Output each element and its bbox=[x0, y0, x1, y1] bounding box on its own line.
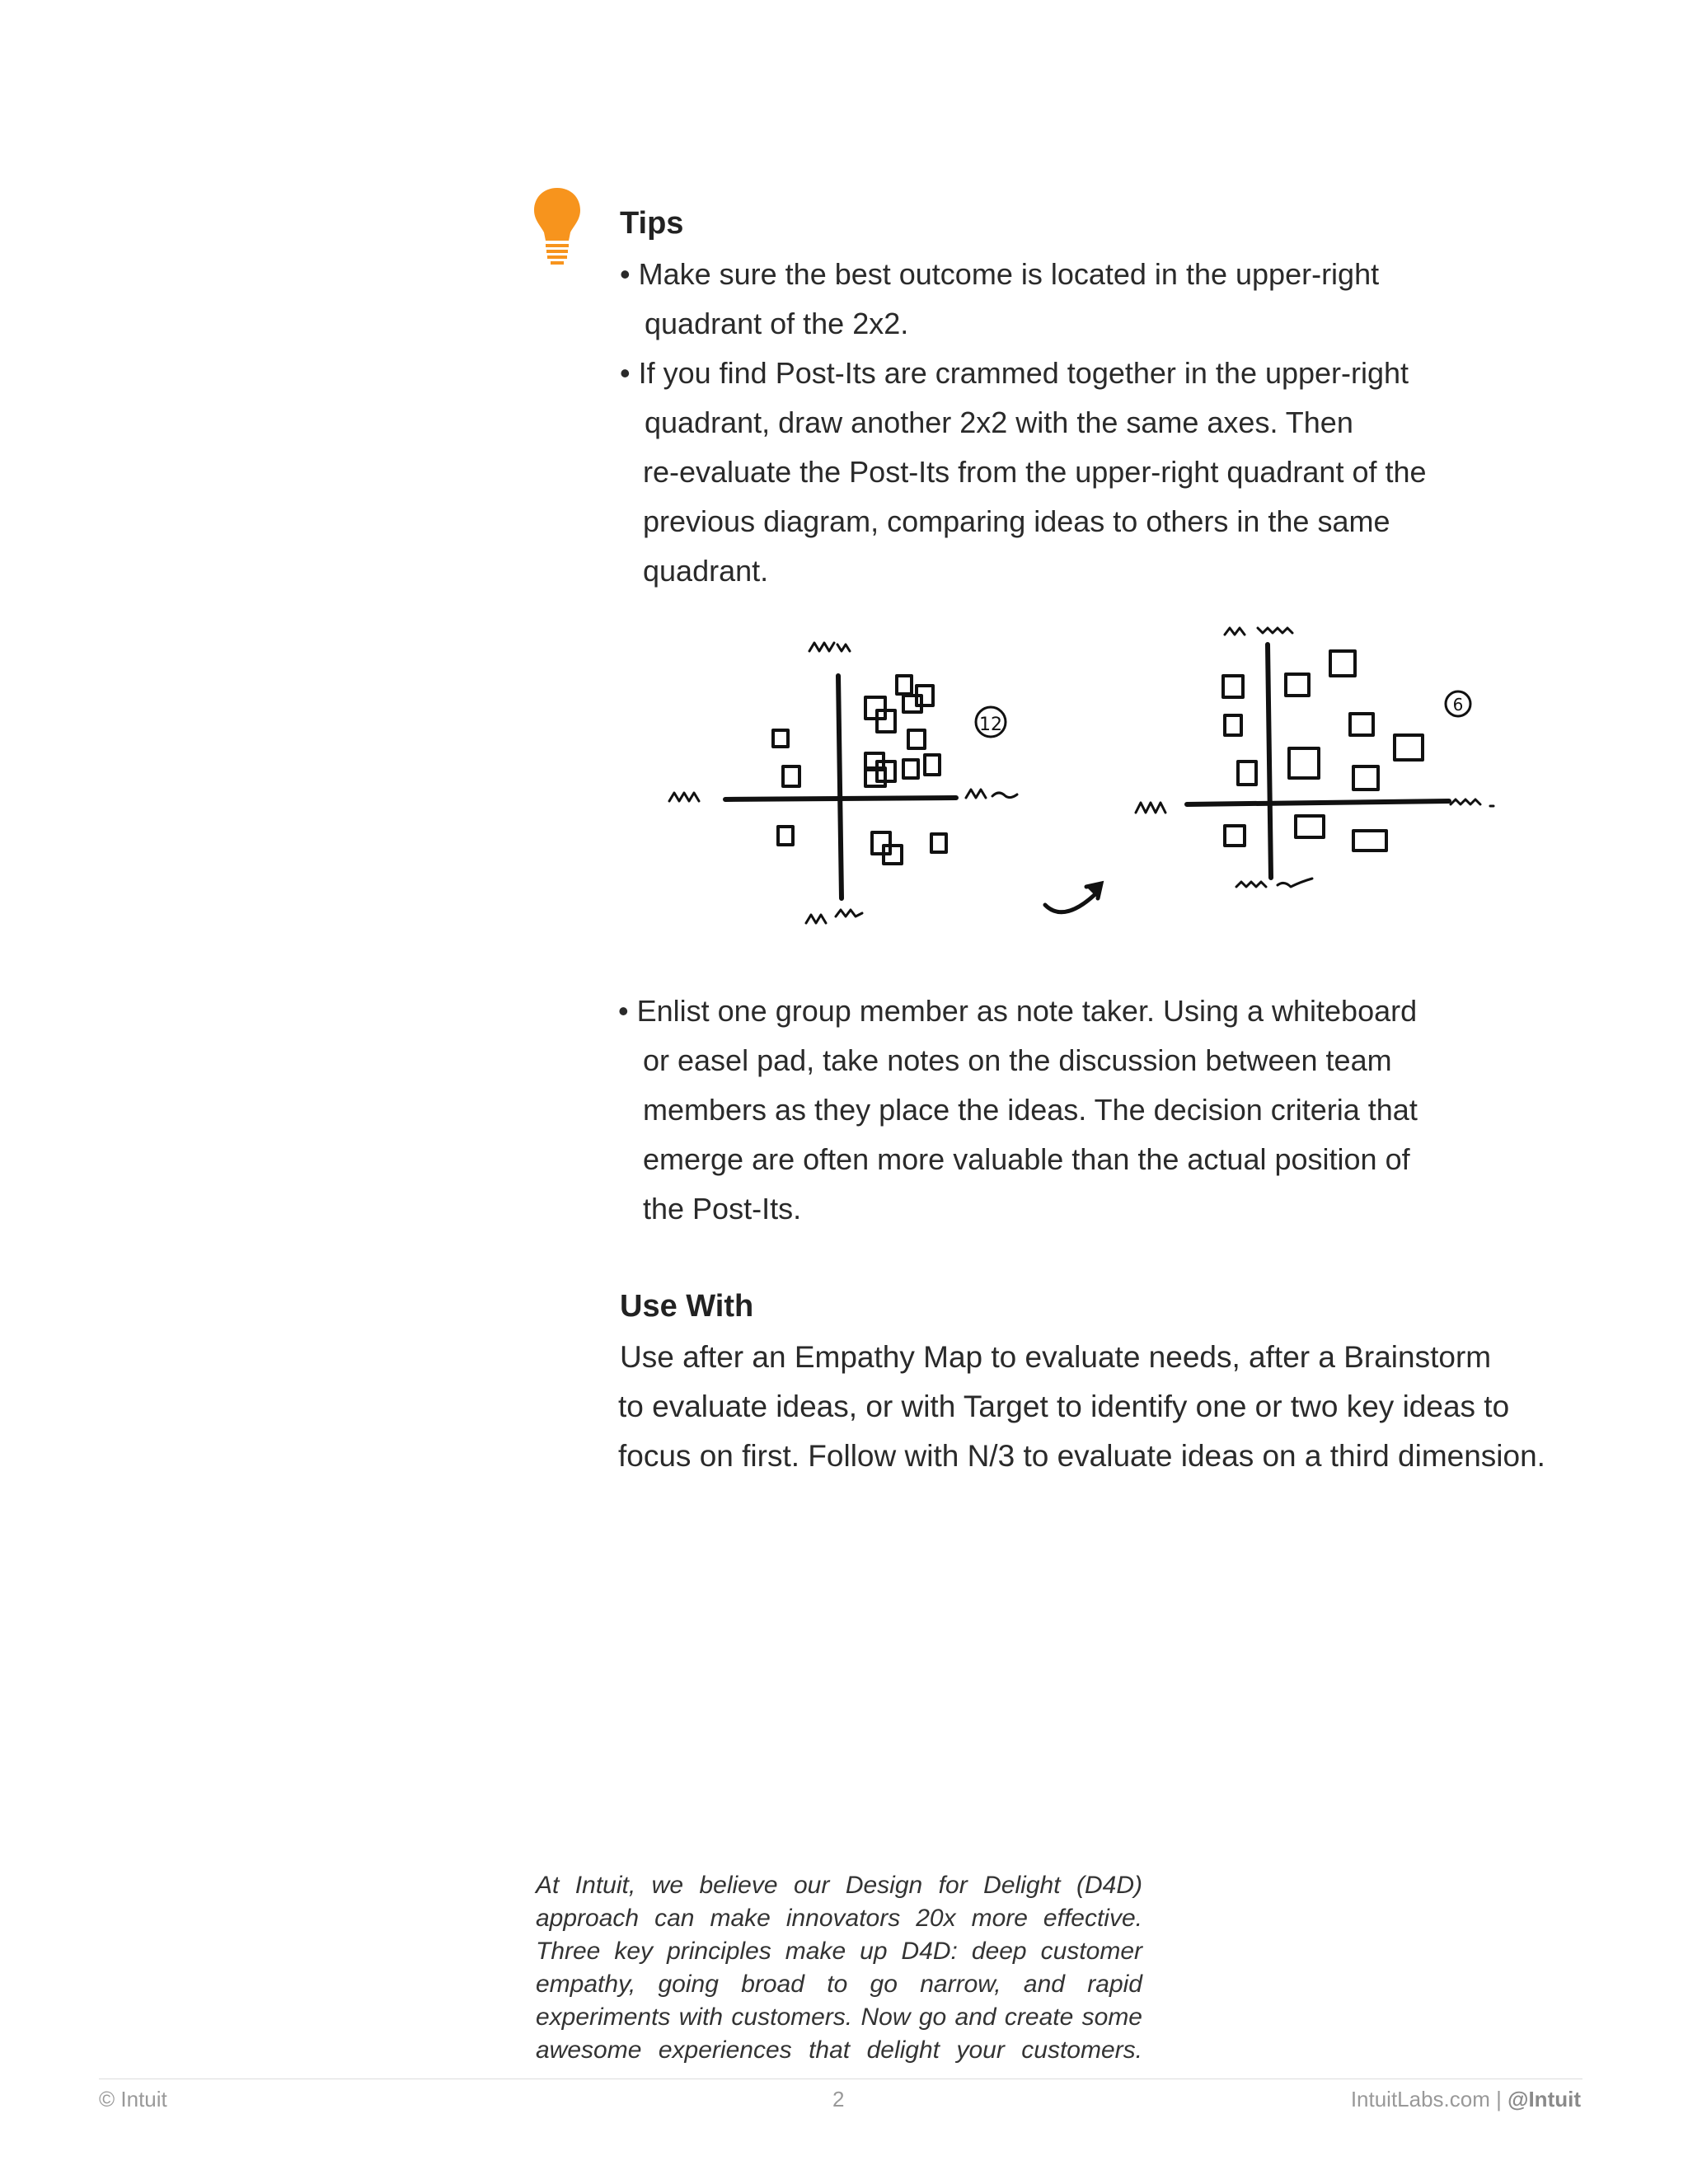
site-link[interactable]: IntuitLabs.com | bbox=[1350, 2087, 1508, 2111]
intuit-handle[interactable]: @Intuit bbox=[1507, 2087, 1581, 2111]
tips-line: quadrant, draw another 2x2 with the same axes. Then bbox=[645, 405, 1353, 439]
d4d-note-line: empathy, going broad to go narrow, and rapid bbox=[536, 1971, 1142, 1998]
tips-line: re-evaluate the Post-Its from the upper-right quadrant of the bbox=[643, 455, 1427, 489]
tips-line: • Enlist one group member as note taker. Using a whiteboard bbox=[618, 994, 1418, 1028]
d4d-note-line: approach can make innovators 20x more effective. bbox=[536, 1905, 1142, 1932]
d4d-note-line: At Intuit, we believe our Design for Delight (D4D) bbox=[536, 1872, 1142, 1899]
right-count-label: 6 bbox=[1452, 695, 1464, 715]
tips-line: quadrant. bbox=[643, 554, 769, 588]
use-with-line: focus on first. Follow with N/3 to evaluate ideas on a third dimension. bbox=[618, 1439, 1545, 1473]
d4d-note-line: experiments with customers. Now go and create some bbox=[536, 2004, 1142, 2031]
tips-line: previous diagram, comparing ideas to others in the same bbox=[643, 504, 1390, 538]
tips-line: or easel pad, take notes on the discussion between team bbox=[643, 1043, 1392, 1077]
tips-line: • Make sure the best outcome is located in the upper-right bbox=[620, 257, 1380, 291]
curved-arrow-icon bbox=[1039, 874, 1121, 940]
tips-line: quadrant of the 2x2. bbox=[645, 307, 909, 340]
left-2x2-sketch bbox=[659, 626, 1047, 940]
tips-heading: Tips bbox=[620, 206, 684, 241]
use-with-line: Use after an Empathy Map to evaluate needs, after a Brainstorm bbox=[620, 1340, 1492, 1374]
copyright: © Intuit bbox=[99, 2087, 167, 2111]
right-2x2-sketch bbox=[1121, 610, 1508, 907]
use-with-heading: Use With bbox=[620, 1289, 754, 1324]
d4d-note-line: awesome experiences that delight your customers. bbox=[536, 2036, 1142, 2064]
tips-line: • If you find Post-Its are crammed together in the upper-right bbox=[620, 356, 1409, 390]
tips-line: members as they place the ideas. The decision criteria that bbox=[643, 1093, 1418, 1127]
page-number: 2 bbox=[832, 2087, 845, 2111]
d4d-note bbox=[536, 1869, 1142, 2067]
d4d-note-line: Three key principles make up D4D: deep customer bbox=[536, 1938, 1142, 1965]
tips-line: emerge are often more valuable than the actual position of bbox=[643, 1142, 1410, 1176]
left-count-label: 12 bbox=[979, 715, 1002, 735]
use-with-line: to evaluate ideas, or with Target to identify one or two key ideas to bbox=[618, 1390, 1510, 1423]
tips-line: the Post-Its. bbox=[643, 1192, 802, 1226]
footer-links bbox=[1351, 2087, 1581, 2112]
lightbulb-icon bbox=[532, 186, 582, 269]
